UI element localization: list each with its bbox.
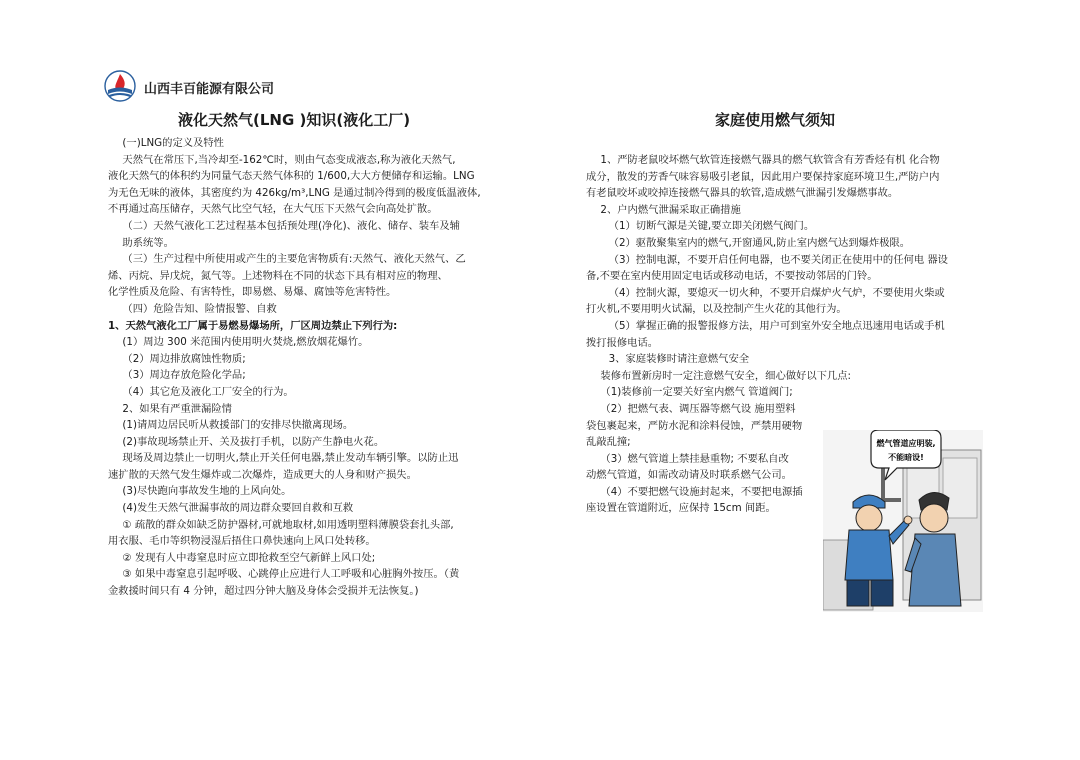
left-line: ② 发现有人中毒窒息时应立即抢救至空气新鲜上风口处; xyxy=(122,551,376,564)
right-line: （3）燃气管道上禁挂悬重物; 不要私自改 xyxy=(600,452,789,465)
right-line: （1)装修前一定要关好室内燃气 管道阀门; xyxy=(600,386,793,399)
left-line: (3)尽快跑向事故发生地的上风向处。 xyxy=(122,485,292,498)
left-line: (一)LNG的定义及特性 xyxy=(122,137,224,149)
right-line: 1、严防老鼠咬坏燃气软管连接燃气器具的燃气软管含有芳香烃有机 化合物 xyxy=(600,154,940,166)
left-line: 烯、丙烷、异戊烷，氮气等。上述物料在不同的状态下具有相对应的物理、 xyxy=(108,269,448,282)
left-line: 现场及周边禁止一切明火,禁止开关任何电器,禁止发动车辆引擎。以防止迅 xyxy=(122,452,459,465)
left-line: 液化天然气的体积约为同量气态天然气体积的 1/600,大大方便储存和运输。LNG xyxy=(108,170,475,183)
left-line: (1)请周边居民听从救援部门的安排尽快撤离现场。 xyxy=(122,419,354,432)
right-line: 袋包裹起来，严防水泥和涂料侵蚀，严禁用硬物 xyxy=(586,419,803,432)
left-line: 用衣服、毛巾等织物浸湿后捂住口鼻快速向上风口处转移。 xyxy=(108,535,376,548)
left-line: 1、天然气液化工厂属于易燃易爆场所，厂区周边禁止下列行为: xyxy=(108,319,398,332)
right-line: 装修布置新房时一定注意燃气安全，细心做好以下几点: xyxy=(600,369,851,382)
left-line: 不再通过高压储存，天然气比空气轻，在大气压下天然气会向高处扩散。 xyxy=(108,203,438,216)
right-line: （3）控制电源，不要开启任何电器，也不要关闭正在使用中的任何电 器设 xyxy=(608,253,948,266)
left-line: 金救援时间只有 4 分钟，超过四分钟大脑及身体会受损并无法恢复。) xyxy=(108,585,419,598)
left-line: （二）天然气液化工艺过程基本包括预处理(净化)、液化、储存、装车及辅 xyxy=(122,219,460,232)
bubble-text-line: 燃气管道应明装, xyxy=(876,439,936,448)
right-line: （4）不要把燃气设施封起来，不要把电源插 xyxy=(600,485,803,498)
left-line: ③ 如果中毒窒息引起呼吸、心跳停止应进行人工呼吸和心脏胸外按压。（黄 xyxy=(122,568,460,581)
left-line: 化学性质及危险、有害特性，即易燃、易爆、腐蚀等危害特性。 xyxy=(108,286,397,299)
right-line: 动燃气管道，如需改动请及时联系燃气公司。 xyxy=(586,469,792,482)
right-title: 家庭使用燃气须知 xyxy=(715,111,836,129)
left-line: （3）周边存放危险化学品; xyxy=(122,369,246,382)
left-line: 为无色无味的液体，其密度约为 426kg/m³,LNG 是通过制冷得到的极度低温液体, xyxy=(108,186,481,199)
right-line: 拨打报修电话。 xyxy=(586,336,659,349)
gas-safety-illustration xyxy=(823,430,983,612)
bubble-text-line: 不能暗设! xyxy=(888,453,924,462)
left-line: 天然气在常压下,当冷却至-162℃时，则由气态变成液态,称为液化天然气, xyxy=(122,153,456,166)
right-line: 座设置在管道附近，应保持 15cm 间距。 xyxy=(586,502,776,515)
right-line: （1）切断气源是关键,要立即关闭燃气阀门。 xyxy=(608,220,815,233)
company-name: 山西丰百能源有限公司 xyxy=(144,82,275,97)
right-line: 有老鼠咬坏或咬掉连接燃气器具的软管,造成燃气泄漏引发爆燃事故。 xyxy=(586,187,899,200)
left-line: (2)事故现场禁止开、关及拔打手机，以防产生静电火花。 xyxy=(122,435,385,448)
left-body xyxy=(108,135,498,600)
company-logo xyxy=(104,70,136,102)
left-line: 助系统等。 xyxy=(122,236,174,249)
left-line: （四）危险告知、险情报警、自救 xyxy=(122,302,277,315)
right-line: （5）掌握正确的报警报修方法，用户可到室外安全地点迅速用电话或手机 xyxy=(608,319,945,332)
left-line: （三）生产过程中所使用或产生的主要危害物质有:天然气、液化天然气、乙 xyxy=(122,253,466,266)
left-line: (1）周边 300 米范围内使用明火焚烧,燃放烟花爆竹。 xyxy=(122,336,369,349)
left-line: ① 疏散的群众如缺乏防护器材,可就地取材,如用透明塑料薄膜袋套扎头部, xyxy=(122,518,454,531)
left-line: 2、如果有严重泄漏险情 xyxy=(122,402,232,415)
right-line: 乱敲乱撞; xyxy=(586,436,631,449)
right-line: 备,不要在室内使用固定电话或移动电话，不要按动邻居的门铃。 xyxy=(586,270,878,283)
right-line: （2）驱散聚集室内的燃气,开窗通风,防止室内燃气达到爆炸极限。 xyxy=(608,236,911,249)
right-line: 打火机,不要用明火试漏，以及控制产生火花的其他行为。 xyxy=(586,303,847,316)
right-line: 3、家庭装修时请注意燃气安全 xyxy=(608,353,750,366)
left-line: 速扩散的天然气发生爆炸或二次爆炸，造成更大的人身和财产损失。 xyxy=(108,468,417,481)
left-title: 液化天然气(LNG )知识(液化工厂) xyxy=(178,111,411,129)
right-line: 成分，散发的芳香气味容易吸引老鼠，因此用户要保持家庭环境卫生,严防户内 xyxy=(586,170,940,183)
left-line: （2）周边排放腐蚀性物质; xyxy=(122,352,246,365)
left-line: （4）其它危及液化工厂安全的行为。 xyxy=(122,385,294,398)
right-line: （4）控制火源，要熄灭一切火种，不要开启煤炉火气炉，不要使用火柴或 xyxy=(608,286,945,299)
right-line: 2、户内燃气泄漏采取正确措施 xyxy=(600,203,741,216)
left-line: (4)发生天然气泄漏事故的周边群众要回自救和互救 xyxy=(122,502,354,515)
right-line: （2）把燃气表、调压器等燃气设 施用塑料 xyxy=(600,402,796,415)
